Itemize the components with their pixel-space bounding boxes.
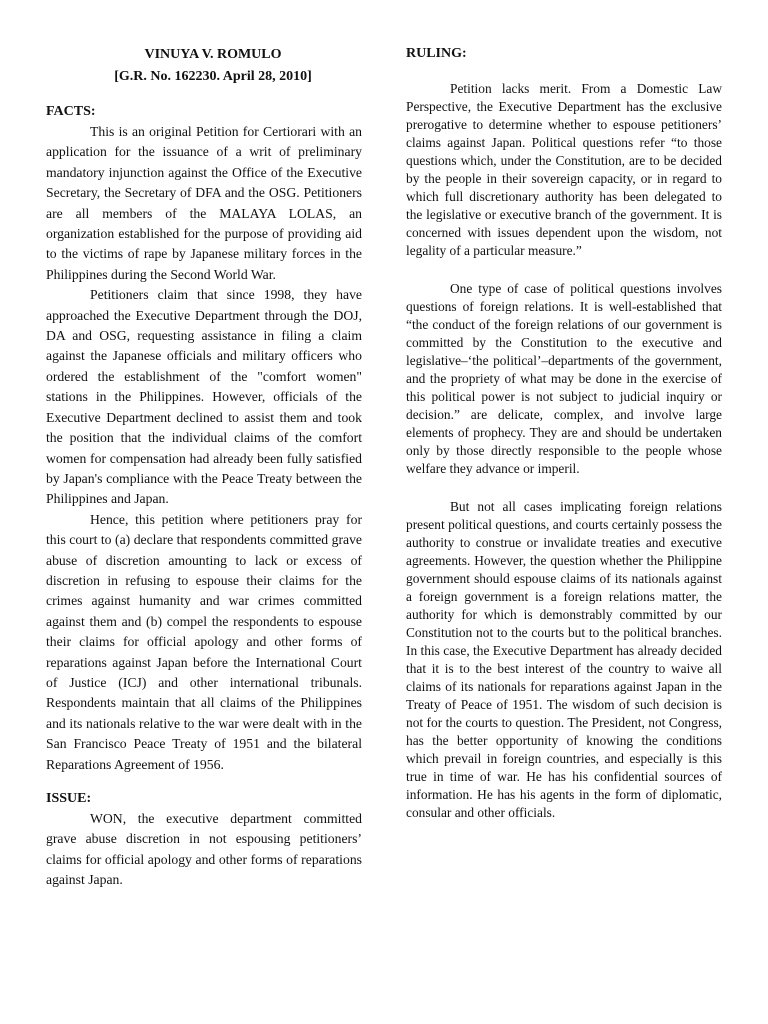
facts-paragraph: Petitioners claim that since 1998, they have approached the Executive Department through the DOJ, DA and OSG, requesting assistance in filing a claim against the Japanese officials and military officers who ordered the establishment of the "comfort women" stations in the Philippines. However, officials of the Executive Department declined to assist them and took the position that the individual claims of the comfort women for compensation had already been fully satisfied by Japan's compliance with the Peace Treaty between the Philippines and Japan.	[46, 287, 362, 507]
left-column	[46, 44, 362, 891]
issue-text: WON, the executive department committed grave abuse discretion in not espousing petitioners’ claims for official apology and other forms of reparations against Japan.	[46, 811, 362, 888]
case-title: VINUYA V. ROMULO	[144, 47, 282, 62]
issue-heading: ISSUE:	[46, 791, 92, 806]
facts-paragraph: This is an original Petition for Certiorari with an application for the issuance of a writ of preliminary mandatory injunction against the Office of the Executive Secretary, the Secretary of DFA and the OSG. Petitioners are all members of the MALAYA LOLAS, an organization established for the purpose of providing aid to the victims of rape by Japanese military forces in the Philippines during the Second World War.	[46, 124, 362, 282]
case-citation: [G.R. No. 162230. April 28, 2010]	[114, 69, 312, 84]
right-column	[406, 44, 722, 822]
ruling-heading: RULING:	[406, 46, 467, 61]
ruling-paragraph: One type of case of political questions involves questions of foreign relations. It is well-established that “the conduct of the foreign relations of our government is committed by the Constitution to the executive and legislative–‘the political’–departments of the government, and the propriety of what may be done in the exercise of this political power is not subject to judicial inquiry or decision.” are delicate, complex, and involve large elements of prophecy. They are and should be undertaken only by those directly responsible to the people whose welfare they advance or imperil.	[406, 281, 722, 476]
facts-heading: FACTS:	[46, 104, 96, 119]
ruling-paragraph: But not all cases implicating foreign relations present political questions, and courts certainly possess the authority to construe or invalidate treaties and executive agreements. However, the question whether the Philippine government should espouse claims of its nationals against a foreign government is a foreign relations matter, the authority for which is demonstrably committed by our Constitution not to the courts but to the political branches. In this case, the Executive Department has already decided that it is to the best interest of the country to waive all claims of its nationals for reparations against Japan in the Treaty of Peace of 1951. The wisdom of such decision is not for the courts to question. The President, not Congress, has the better opportunity of knowing the conditions which prevail in foreign countries, and especially is this true in time of war. He has his confidential sources of information. He has his agents in the form of diplomatic, consular and other officials.	[406, 499, 722, 820]
ruling-paragraph: Petition lacks merit. From a Domestic Law Perspective, the Executive Department has the exclusive prerogative to determine whether to espouse petitioners’ claims against Japan. Political questions refer “to those questions which, under the Constitution, are to be decided by the people in their sovereign capacity, or in regard to which full discretionary authority has been delegated to the legislative or executive branch of the government. It is concerned with issues dependent upon the wisdom, not legality of a particular measure.”	[406, 81, 722, 258]
facts-paragraph: Hence, this petition where petitioners pray for this court to (a) declare that respondents committed grave abuse of discretion amounting to lack or excess of discretion in refusing to espouse their claims for the crimes against humanity and war crimes committed against them and (b) compel the respondents to espouse their claims for official apology and other forms of reparations against Japan before the International Court of Justice (ICJ) and other international tribunals. Respondents maintain that all claims of the Philippines and its nationals relative to the war were dealt with in the San Francisco Peace Treaty of 1951 and the bilateral Reparations Agreement of 1956.	[46, 511, 362, 772]
